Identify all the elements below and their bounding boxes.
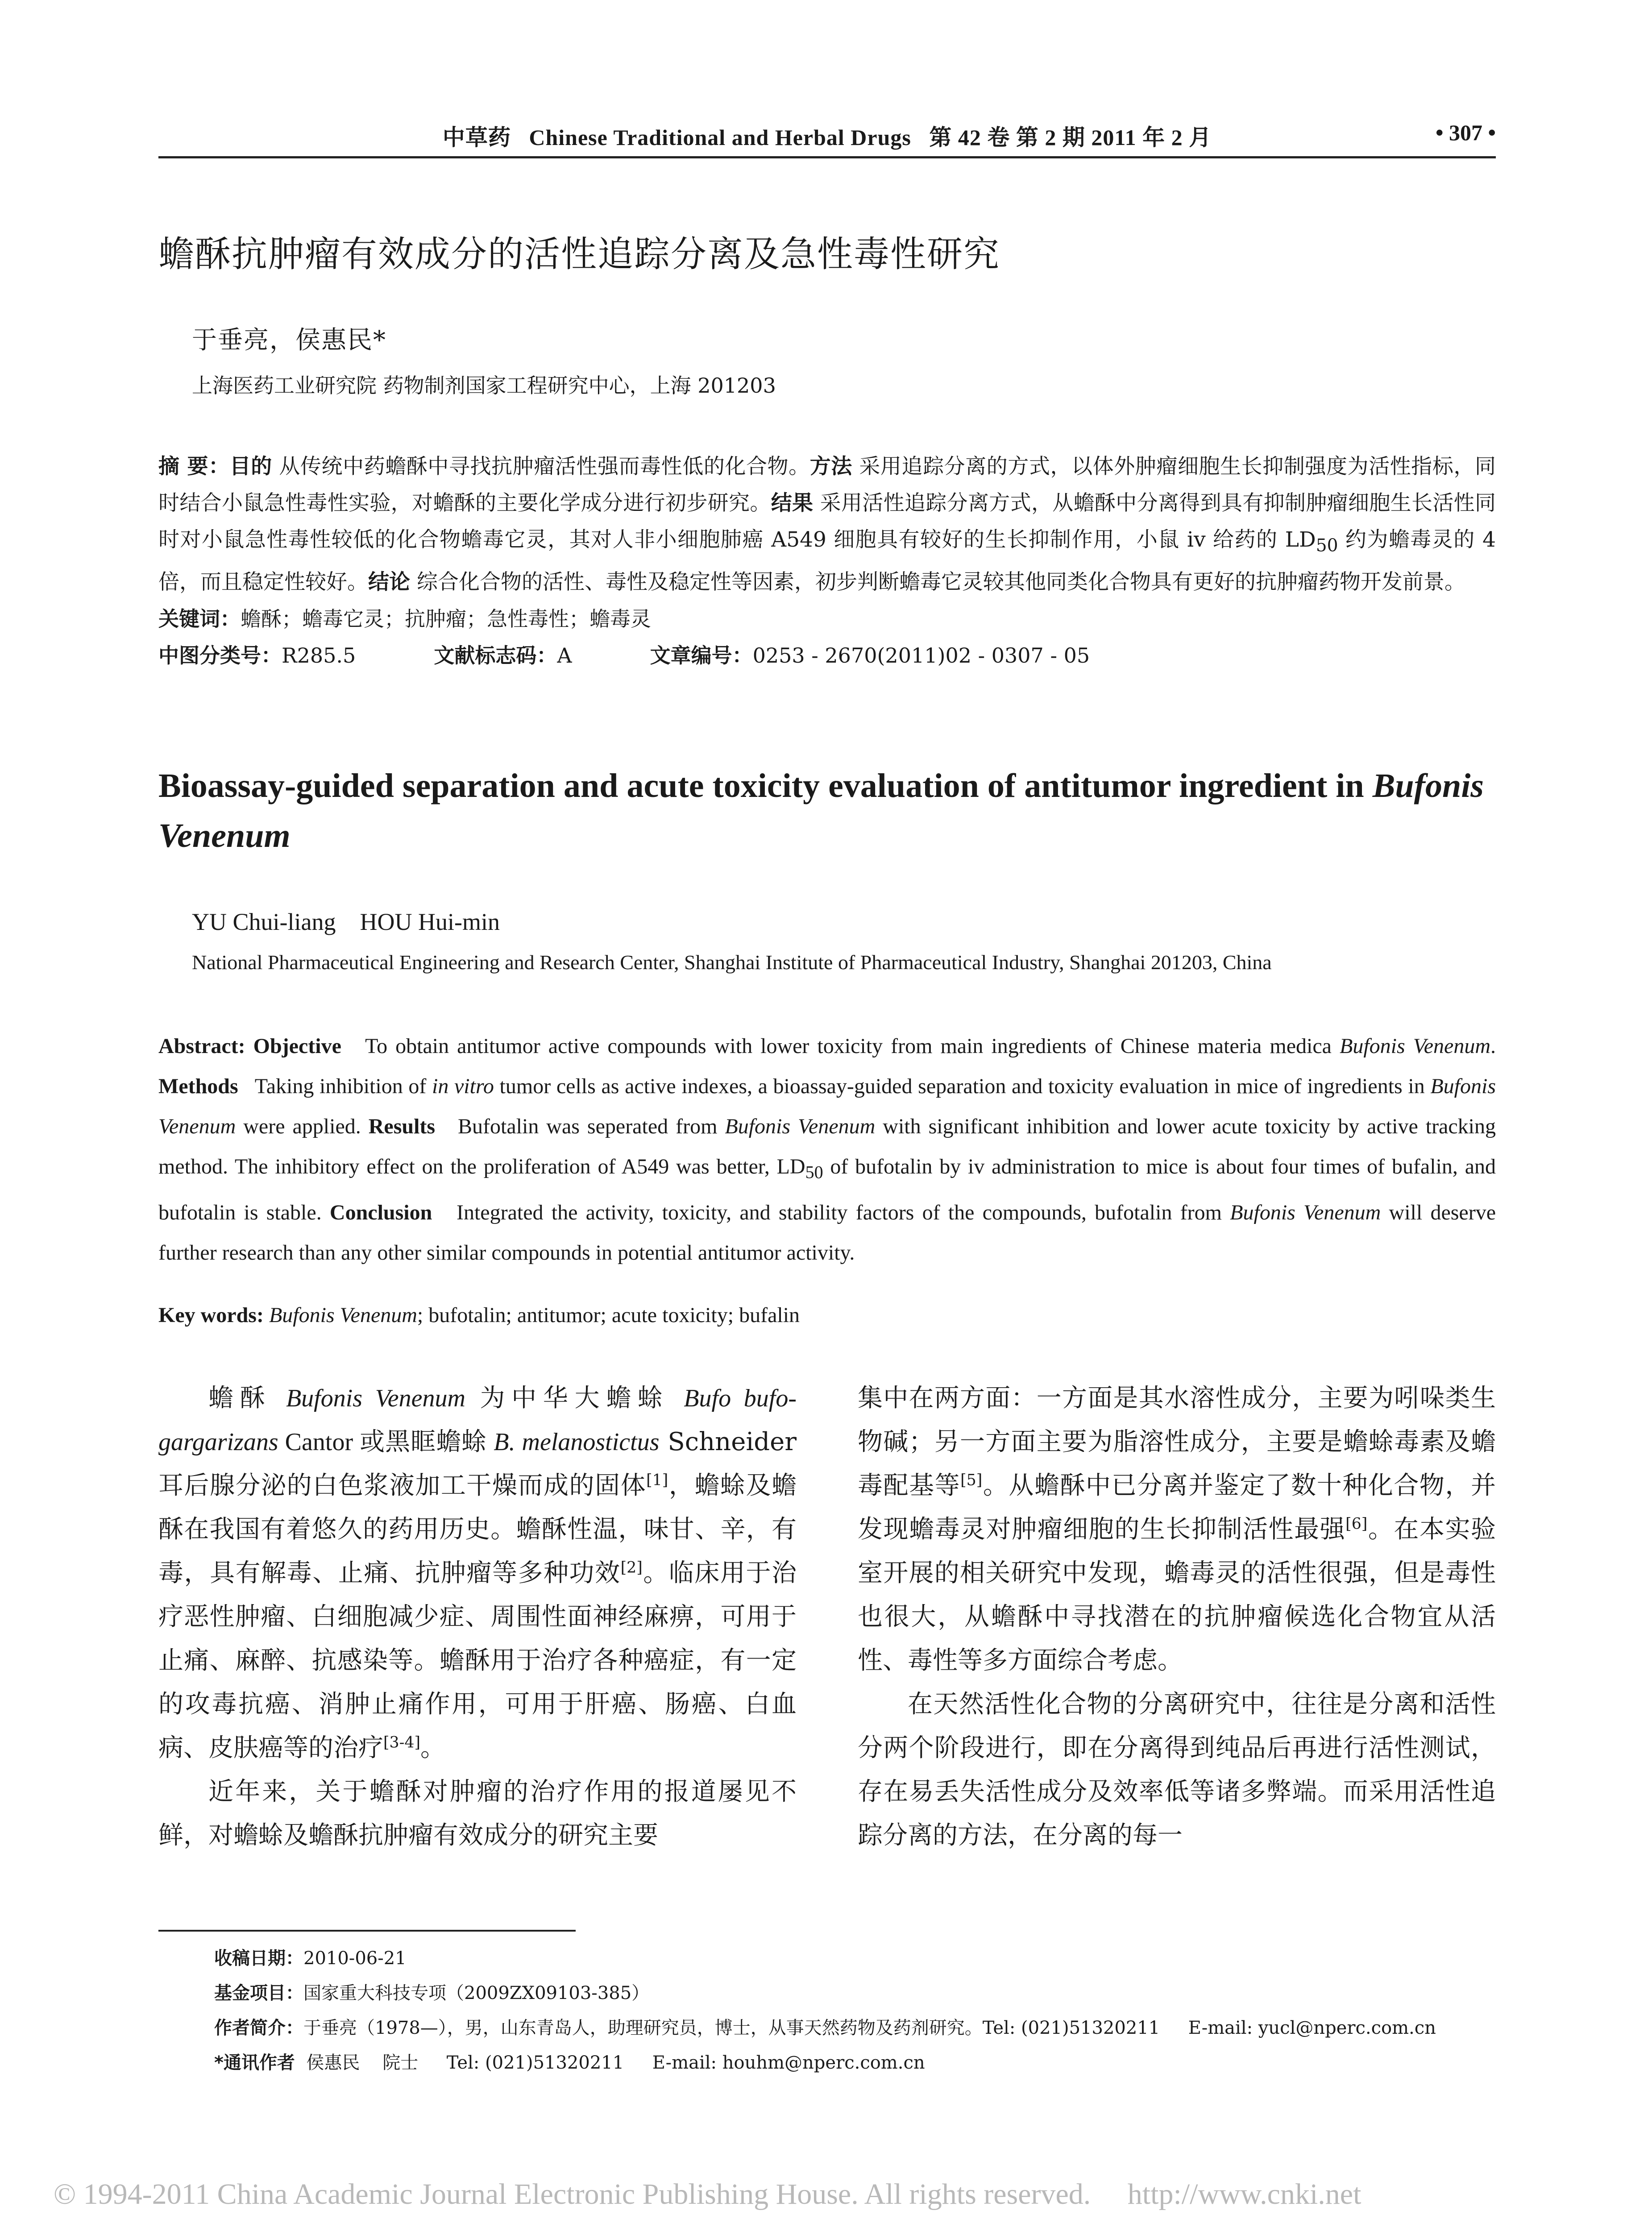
header-rule (158, 156, 1496, 158)
keyword-bv: Bufonis Venenum (269, 1303, 417, 1327)
results-tail-cn: 约为蟾毒灵的 4 倍，而且稳定性较好。 (158, 527, 1496, 595)
body-paragraph (858, 1377, 1496, 1683)
affiliation-cn: 上海医药工业研究院 药物制剂国家工程研究中心，上海 201203 (192, 373, 776, 398)
footnote-text: 2010-06-21 (303, 1948, 407, 1969)
methods-text-en-a: Taking inhibition of (238, 1074, 432, 1098)
body-column-left (158, 1377, 797, 1858)
body-text: 蟾酥 (208, 1384, 286, 1413)
body-text: Cantor 或黑眶蟾蜍 (278, 1428, 494, 1456)
article-id-value: 0253 - 2670(2011)02 - 0307 - 05 (752, 643, 1090, 668)
objective-label-cn: 目的 (229, 454, 272, 479)
abstract-cn (158, 448, 1496, 674)
body-paragraph: 在天然活性化合物的分离研究中，往往是分离和活性分两个阶段进行，即在分离得到纯品后再进行活性测试，存在易丢失活性成分及效率低等诸多弊端。而采用活性追踪分离的方法，在分离的每一 (858, 1690, 1496, 1850)
citation[interactable]: [5] (960, 1471, 983, 1489)
footnote-fund (214, 1976, 1508, 2011)
keywords-en-label: Key words: (158, 1303, 269, 1327)
latin-name: B. melanostictus (494, 1428, 660, 1456)
methods-text-en-b: tumor cells as active indexes, a bioassay-guided separation and toxicity evaluation in mice of ingredients in (494, 1074, 1431, 1098)
conclusion-text-en-b: will deserve further research than any other similar compounds in potential antitumor activity. (158, 1200, 1496, 1265)
footnotes (214, 1941, 1508, 2080)
keywords-en-rest: ; bufotalin; antitumor; acute toxicity; bufalin (417, 1303, 800, 1327)
methods-text-en-c: were applied. (236, 1115, 369, 1138)
citation[interactable]: [1] (646, 1471, 668, 1489)
title-en (158, 761, 1502, 861)
body-text: ，蟾蜍及蟾酥在我国有着悠久的药用历史。蟾酥性温，味甘、辛，有毒，具有解毒、止痛、抗肿瘤等多种功效 (158, 1471, 797, 1588)
journal-issue: 第 42 卷 第 2 期 2011 年 2 月 (929, 125, 1212, 150)
article-id-label: 文章编号： (650, 643, 753, 668)
footnote-text: 国家重大科技专项（2009ZX09103-385） (303, 1983, 650, 2003)
journal-name-en: Chinese Traditional and Herbal Drugs (529, 125, 911, 150)
footnote-corresponding (214, 2045, 1508, 2080)
results-text-en-a: Bufotalin was seperated from (435, 1115, 725, 1138)
body-paragraph (158, 1377, 797, 1770)
bv-italic: Bufonis Venenum (1340, 1034, 1490, 1058)
keywords-cn (158, 601, 1496, 637)
results-text-en-b: with significant inhibition and lower acute toxicity by active tracking method. The inhibitory effect on the proliferation of A549 was better, LD (158, 1115, 1496, 1178)
footnote-author (214, 2011, 1508, 2045)
citation[interactable]: [3-4] (383, 1733, 420, 1752)
abstract-cn-body (158, 448, 1496, 601)
ld50-subscript-cn: 50 (1316, 535, 1338, 556)
authors-en: YU Chui-liang HOU Hui-min (192, 908, 500, 935)
methods-label-en: Methods (158, 1074, 238, 1098)
results-label-en: Results (368, 1115, 436, 1138)
title-en-italic: Bufonis Venenum (158, 767, 1484, 854)
footnote-text: 于垂亮（1978—），男，山东青岛人，助理研究员，博士，从事天然药物及药剂研究。Tel: (021)51320211 E-mail: yucl@nperc.com.cn (303, 2018, 1436, 2038)
methods-text-cn: 采用追踪分离的方式，以体外肿瘤细胞生长抑制强度为活性指标，同时结合小鼠急性毒性实验，对蟾酥的主要化学成分进行初步研究。 (158, 454, 1496, 515)
clc-label: 中图分类号： (158, 643, 282, 668)
footnote-text: 侯惠民 院士 Tel: (021)51320211 E-mail: houhm@nperc.com.cn (295, 2053, 925, 2073)
keywords-cn-text: 蟾酥；蟾毒它灵；抗肿瘤；急性毒性；蟾毒灵 (241, 607, 651, 631)
body-text: 。临床用于治疗恶性肿瘤、白细胞减少症、周围性面神经麻痹，可用于止痛、麻醉、抗感染等。蟾酥用于治疗各种癌症，有一定的攻毒抗癌、消肿止痛作用，可用于肝癌、肠癌、白血病、皮肤癌等的治疗 (158, 1559, 797, 1762)
results-text-en-c: of bufotalin by iv administration to mice is about four times of bufalin, and bufotalin is stable. (158, 1155, 1496, 1224)
journal-line (158, 120, 1496, 152)
latin-name: Bufo bufo-gargarizans (158, 1385, 797, 1456)
methods-label-cn: 方法 (809, 454, 852, 479)
bv-italic: Bufonis Venenum (1230, 1200, 1381, 1224)
results-text-cn: 采用活性追踪分离方式，从蟾酥中分离得到具有抑制肿瘤细胞生长活性同时对小鼠急性毒性较低的化合物蟾毒它灵，其对人非小细胞肺癌 A549 细胞具有较好的生长抑制作用，小鼠 iv 给药的 LD (158, 491, 1496, 552)
conclusion-label-en: Conclusion (329, 1200, 432, 1224)
keywords-cn-label: 关键词： (158, 607, 241, 631)
ld50-subscript-en: 50 (805, 1162, 823, 1182)
keywords-en (158, 1303, 800, 1327)
body-text: Schneider 耳后腺分泌的白色浆液加工干燥而成的固体 (158, 1427, 797, 1500)
footnote-label: 作者简介： (214, 2018, 303, 2038)
body-text: 。在本实验室开展的相关研究中发现，蟾毒灵的活性很强，但是毒性也很大，从蟾酥中寻找潜在的抗肿瘤候选化合物宜从活性、毒性等多方面综合考虑。 (858, 1515, 1496, 1675)
doc-code-value: A (557, 643, 572, 668)
title-cn: 蟾酥抗肿瘤有效成分的活性追踪分离及急性毒性研究 (158, 233, 1000, 275)
clc-value: R285.5 (282, 643, 356, 668)
results-label-cn: 结果 (771, 491, 814, 515)
conclusion-label-cn: 结论 (368, 570, 410, 595)
bv-italic: Bufonis Venenum (725, 1115, 876, 1138)
title-en-main: Bioassay-guided separation and acute toxicity evaluation of antitumor ingredient in (158, 767, 1373, 804)
doc-code-label: 文献标志码： (434, 643, 557, 668)
body-text: 。 (420, 1733, 445, 1762)
authors-cn: 于垂亮，侯惠民* (192, 326, 386, 355)
citation[interactable]: [6] (1345, 1515, 1368, 1533)
body-text: 。从蟾酥中已分离并鉴定了数十种化合物，并发现蟾毒灵对肿瘤细胞的生长抑制活性最强 (858, 1471, 1496, 1544)
footnote-label: 基金项目： (214, 1983, 303, 2003)
bv-italic: Bufonis Venenum (158, 1074, 1496, 1138)
objective-text-cn: 从传统中药蟾酥中寻找抗肿瘤活性强而毒性低的化合物。 (272, 454, 810, 479)
body-text: 集中在两方面：一方面是其水溶性成分，主要为吲哚类生物碱；另一方面主要为脂溶性成分，主要是蟾蜍毒素及蟾毒配基等 (858, 1384, 1496, 1500)
journal-name-cn: 中草药 (442, 125, 511, 150)
body-paragraph: 近年来，关于蟾酥对肿瘤的治疗作用的报道屡见不鲜，对蟾蜍及蟾酥抗肿瘤有效成分的研究主要 (158, 1777, 797, 1850)
footnote-label: 收稿日期： (214, 1948, 303, 1969)
body-text: 为中华大蟾蜍 (465, 1384, 684, 1413)
conclusion-text-en-a: Integrated the activity, toxicity, and stability factors of the compounds, bufotalin from (432, 1200, 1230, 1224)
objective-text-en: To obtain antitumor active compounds with lower toxicity from main ingredients of Chinese materia medica (341, 1034, 1340, 1058)
abstract-en: Abstract: Objective To obtain antitumor active compounds with lower toxicity from main ingredients of Chinese materia medica Bufonis Venenum. Methods Taking inhibition of in vitro tumor cells as active indexes, a bioassay-guided separation and toxicity evaluation in mice of ingredients in Bufonis Venenum were applied. Results Bufotalin was seperated from Bufonis Venenum with significant inhibition and lower acute toxicity by active tracking method. The inhibitory effect on the proliferation of A549 was better, $LD_{50}$ of bufotalin by iv administration to mice is about four times of bufalin, and bufotalin is stable. Conclusion Integrated the activity, toxicity, and stability factors of the compounds, bufotalin from Bufonis Venenum will deserve further research than any other similar compounds in potential antitumor activity. (158, 1034, 1496, 1265)
running-header (158, 120, 1496, 155)
in-vitro-italic: in vitro (432, 1074, 494, 1098)
page-number: • 307 • (1435, 120, 1496, 145)
body-column-right (858, 1377, 1496, 1858)
affiliation-en: National Pharmaceutical Engineering and Research Center, Shanghai Institute of Pharmaceutical Industry, Shanghai 201203, China (192, 951, 1272, 974)
classification-line (158, 637, 1496, 674)
footnote-received (214, 1941, 1508, 1976)
footnote-rule (158, 1930, 576, 1932)
latin-name: Bufonis Venenum (286, 1385, 465, 1412)
citation[interactable]: [2] (620, 1559, 643, 1577)
abstract-en-label: Abstract: Objective (158, 1034, 341, 1058)
abstract-cn-label: 摘 要： (158, 454, 230, 479)
footnote-label: *通讯作者 (214, 2053, 295, 2073)
copyright-watermark: © 1994-2011 China Academic Journal Electronic Publishing House. All rights reserved. http://www.cnki.net (54, 2178, 1361, 2210)
conclusion-text-cn: 综合化合物的活性、毒性及稳定性等因素，初步判断蟾毒它灵较其他同类化合物具有更好的抗肿瘤药物开发前景。 (410, 570, 1465, 595)
